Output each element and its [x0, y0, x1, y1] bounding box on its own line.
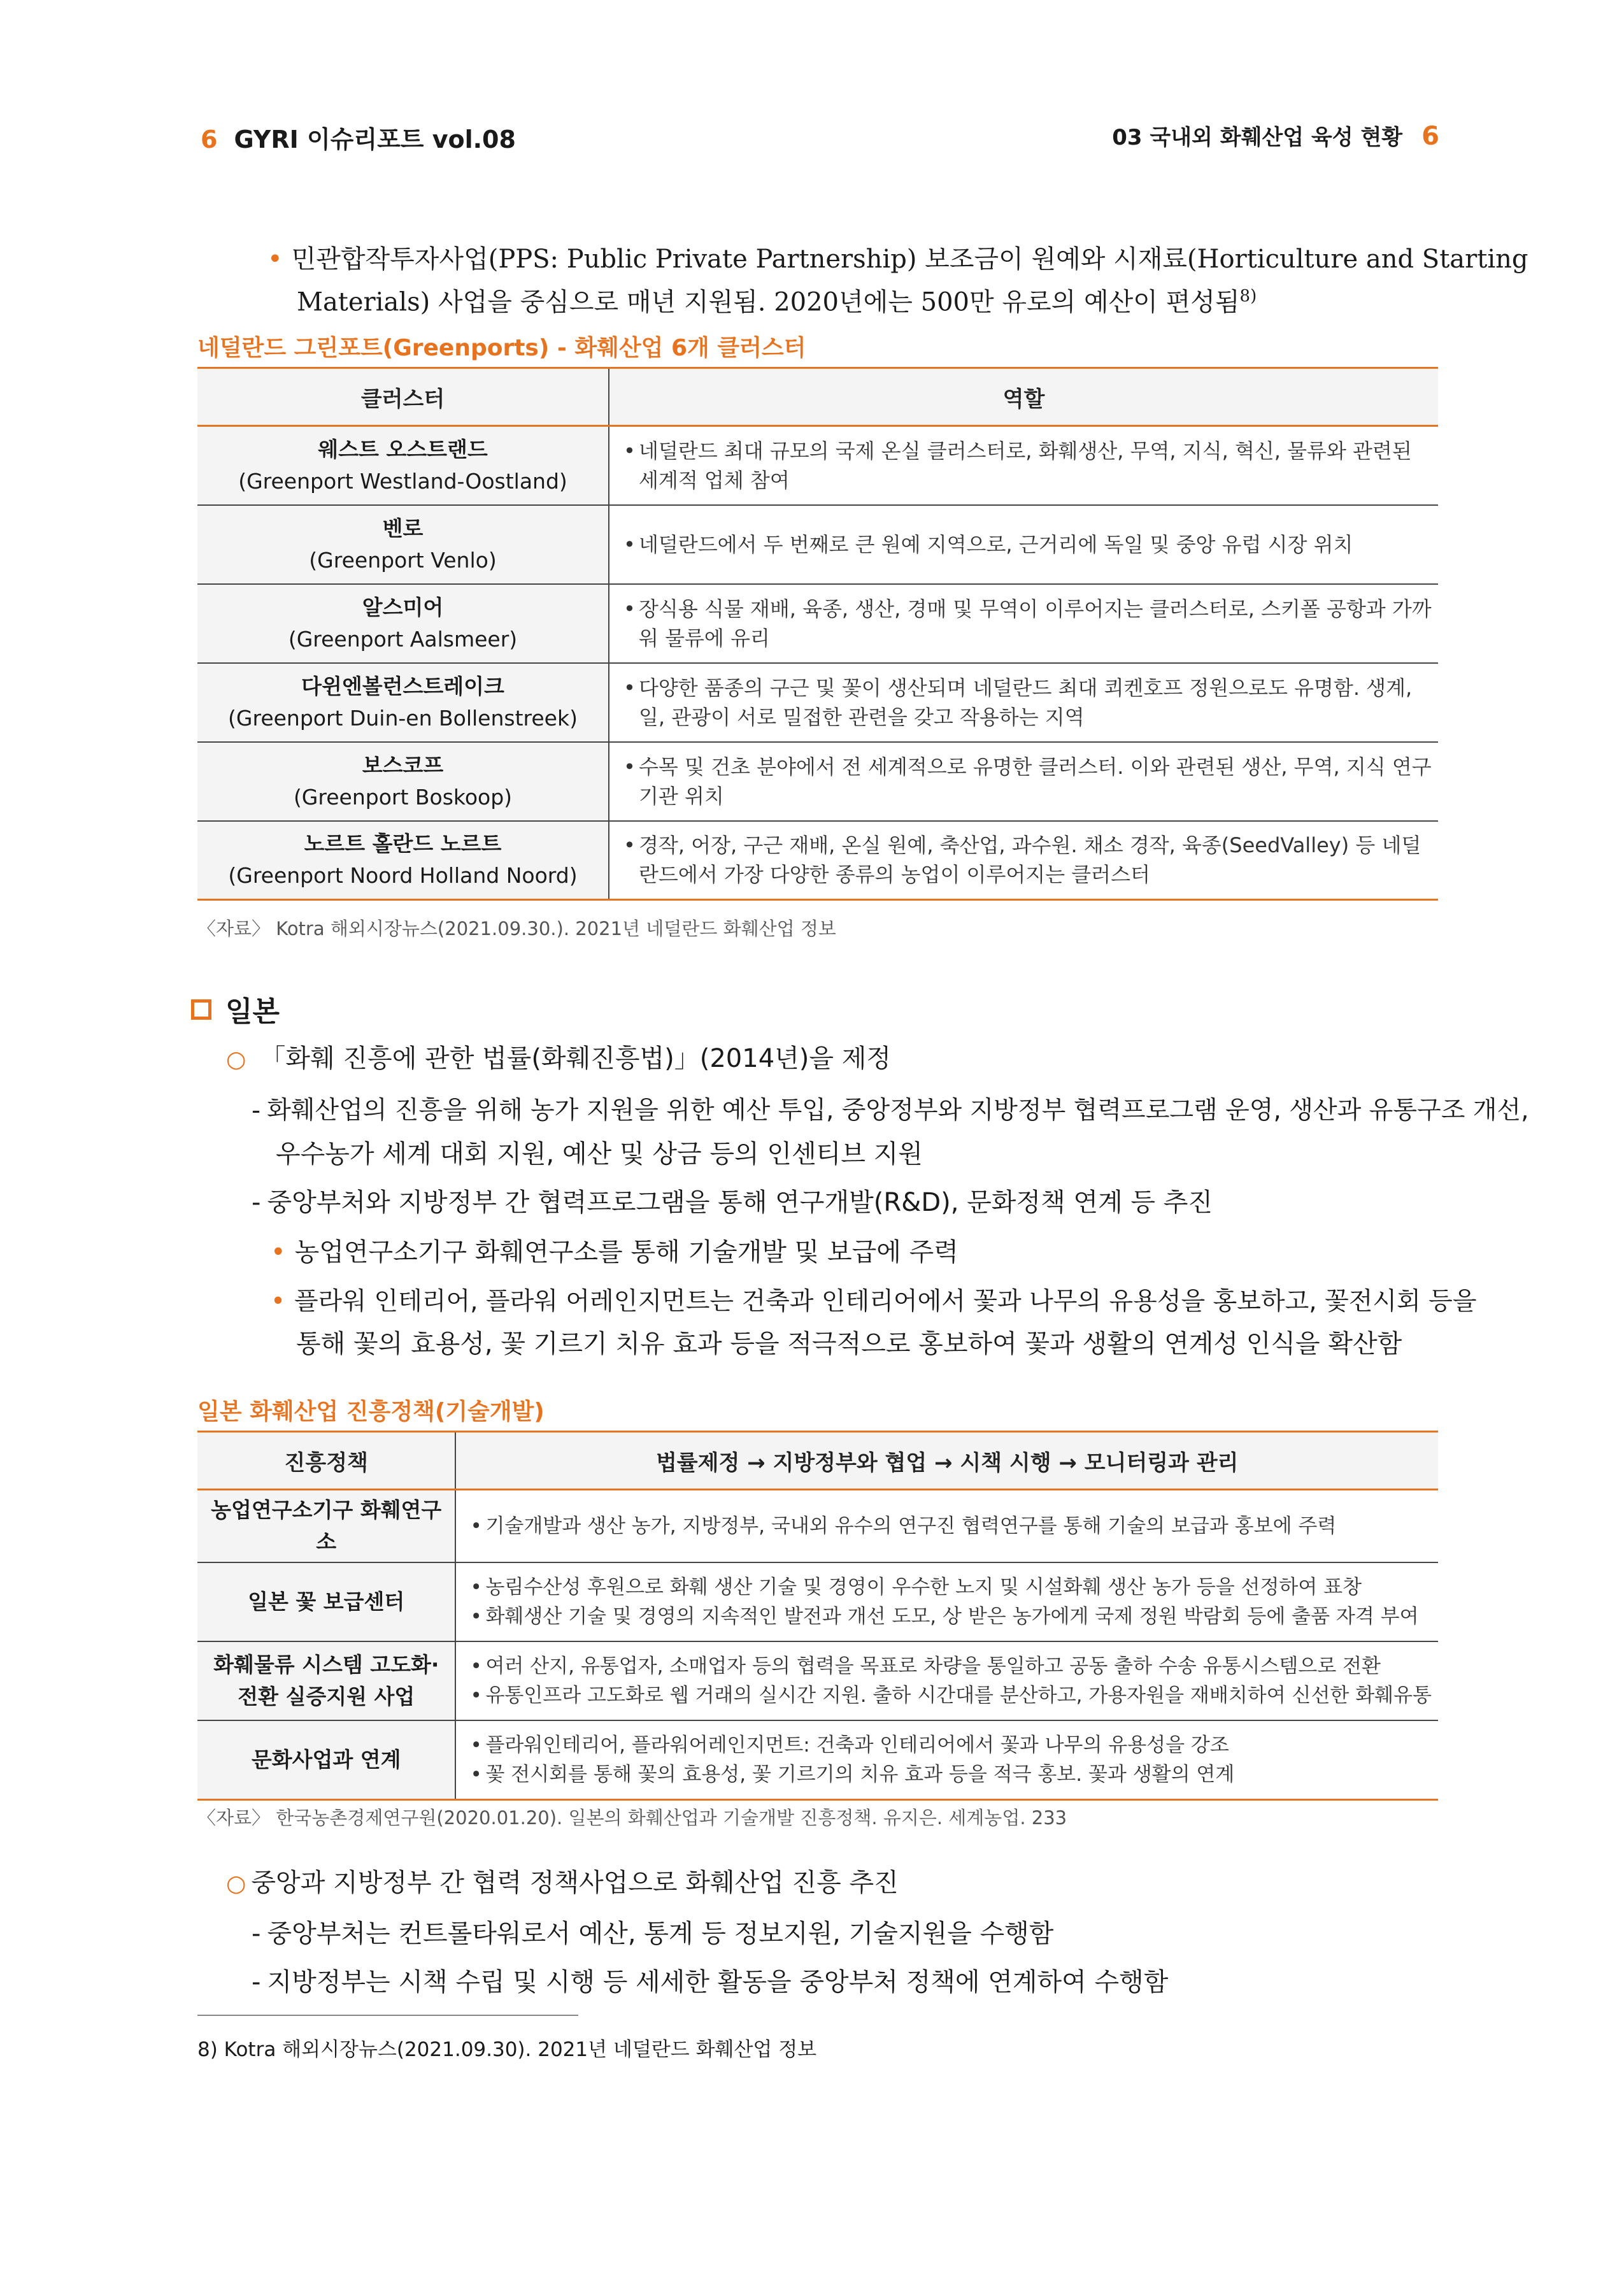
role-text: • 수목 및 건초 분야에서 전 세계적으로 유명한 클러스터. 이와 관련된 생산, 무역, 지식 연구기관 위치: [623, 752, 1432, 811]
list-item: [252, 1182, 1213, 1218]
column-header: 법률제정 → 지방정부와 협업 → 시책 시행 → 모니터링과 관리: [455, 1432, 1438, 1490]
bullet-icon: •: [271, 1287, 286, 1316]
policy-item: • 유통인프라 고도화로 웹 거래의 실시간 지원. 출하 시간대를 분산하고, 가용자원을 재배치하여 신선한 화훼유통: [470, 1681, 1432, 1710]
item-text: 지방정부는 시책 수립 및 시행 등 세세한 활동을 중앙부처 정책에 연계하여 수행함: [267, 1968, 1169, 1997]
list-item: [271, 1282, 1477, 1317]
table-row: [197, 426, 1438, 505]
japan-policy-table: [197, 1432, 1438, 1801]
footnote: 8) Kotra 해외시장뉴스(2021.09.30). 2021년 네덜란드 화훼산업 정보: [197, 2038, 817, 2061]
table-row: [197, 584, 1438, 663]
item-text: 「화훼 진흥에 관한 법률(화훼진흥법)」(2014년)을 제정: [260, 1044, 892, 1073]
cluster-name-en: (Greenport Duin-en Bollenstreek): [228, 705, 578, 731]
policy-cell: [455, 1641, 1438, 1720]
cluster-name-en: (Greenport Noord Holland Noord): [228, 863, 578, 889]
table-header-row: [197, 369, 1438, 426]
table-row: [197, 1490, 1438, 1563]
intro-line: 민관합작투자사업(PPS: Public Private Partnership) 보조금이 원예와 시재료(Horticulture and Starting: [291, 245, 1528, 274]
cluster-name: 알스미어: [362, 594, 444, 620]
policy-name: 농업연구소기구 화훼연구소: [197, 1490, 455, 1563]
list-item: [226, 1862, 899, 1899]
table-row: [197, 505, 1438, 584]
table-source: 〈자료〉 한국농촌경제연구원(2020.01.20). 일본의 화훼산업과 기술개발 진흥정책. 유지은. 세계농업. 233: [197, 1807, 1067, 1829]
policy-item: • 화훼생산 기술 및 경영의 지속적인 발전과 개선 도모, 상 받은 농가에게 국제 정원 박람회 등에 출품 자격 부여: [470, 1602, 1432, 1631]
list-item: [252, 1913, 1053, 1950]
section-heading: [191, 989, 280, 1029]
cluster-name-en: (Greenport Aalsmeer): [288, 626, 518, 652]
cluster-name-en: (Greenport Venlo): [309, 547, 497, 573]
policy-item: • 꽃 전시회를 통해 꽃의 효용성, 꽃 기르기의 치유 효과 등을 적극 홍보. 꽃과 생활의 연계: [470, 1760, 1432, 1789]
role-text: • 경작, 어장, 구근 재배, 온실 원예, 축산업, 과수원. 채소 경작, 육종(SeedValley) 등 네덜란드에서 가장 다양한 종류의 농업이 이루어지는 클러스터: [623, 831, 1432, 889]
policy-item: • 여러 산지, 유통업자, 소매업자 등의 협력을 목표로 차량을 통일하고 공동 출하 수송 유통시스템으로 전환: [470, 1652, 1432, 1681]
footnote-divider: [197, 2015, 578, 2016]
table-row: [197, 1641, 1438, 1720]
list-item-continued: 우수농가 세계 대회 지원, 예산 및 상금 등의 인센티브 지원: [276, 1139, 923, 1169]
cluster-cell: [197, 584, 609, 663]
list-item-continued: 통해 꽃의 효용성, 꽃 기르기 치유 효과 등을 적극적으로 홍보하여 꽃과 생활의 연계성 인식을 확산함: [296, 1329, 1402, 1359]
section-title: 일본: [225, 996, 280, 1028]
cluster-cell: [197, 742, 609, 821]
footnote-ref: 8): [1239, 287, 1257, 306]
list-item: [252, 1962, 1168, 1998]
report-title: GYRI 이슈리포트 vol.08: [234, 125, 516, 154]
square-bullet-icon: [191, 999, 211, 1020]
policy-cell: [455, 1720, 1438, 1799]
intro-paragraph: [267, 241, 1528, 320]
chapter-title: 03 국내외 화훼산업 육성 현황: [1112, 125, 1403, 150]
circle-bullet-icon: ○: [226, 1046, 246, 1073]
role-cell: [609, 426, 1438, 505]
item-text: 중앙부처는 컨트롤타워로서 예산, 통계 등 정보지원, 기술지원을 수행함: [267, 1919, 1054, 1948]
greenports-table: [197, 369, 1438, 901]
item-text: 중앙부처와 지방정부 간 협력프로그램을 통해 연구개발(R&D), 문화정책 연계 등 추진: [267, 1188, 1213, 1217]
cluster-cell: [197, 663, 609, 742]
bullet-icon: •: [267, 245, 283, 274]
cluster-cell: [197, 505, 609, 584]
cluster-name-en: (Greenport Boskoop): [293, 784, 513, 810]
role-text: • 장식용 식물 재배, 육종, 생산, 경매 및 무역이 이루어지는 클러스터로, 스키폴 공항과 가까워 물류에 유리: [623, 594, 1432, 653]
policy-name: 문화사업과 연계: [197, 1720, 455, 1799]
role-cell: [609, 505, 1438, 584]
role-cell: [609, 663, 1438, 742]
policy-cell: [455, 1562, 1438, 1641]
policy-item: • 플라워인테리어, 플라워어레인지먼트: 건축과 인테리어에서 꽃과 나무의 유용성을 강조: [470, 1731, 1432, 1760]
role-cell: [609, 742, 1438, 821]
cluster-name: 보스코프: [362, 752, 444, 778]
dash-bullet-icon: -: [252, 1919, 261, 1948]
intro-line: Materials) 사업을 중심으로 매년 지원됨. 2020년에는 500만 유로의 예산이 편성됨: [297, 287, 1240, 317]
policy-item: • 농림수산성 후원으로 화훼 생산 기술 및 경영이 우수한 노지 및 시설화훼 생산 농가 등을 선정하여 표창: [470, 1573, 1432, 1602]
running-header-left: [201, 120, 516, 155]
list-item: [226, 1038, 891, 1075]
role-text: • 다양한 품종의 구근 및 꽃이 생산되며 네덜란드 최대 쾨켄호프 정원으로도 유명함. 생계, 일, 관광이 서로 밀접한 관련을 갖고 작용하는 지역: [623, 673, 1432, 732]
circle-bullet-icon: ○: [226, 1871, 246, 1897]
page-number: 6: [1421, 122, 1439, 151]
role-text: • 네덜란드 최대 규모의 국제 온실 클러스터로, 화훼생산, 무역, 지식, 혁신, 물류와 관련된 세계적 업체 참여: [623, 436, 1432, 495]
list-item: [271, 1232, 958, 1268]
table-row: [197, 663, 1438, 742]
policy-name: 일본 꽃 보급센터: [197, 1562, 455, 1641]
dash-bullet-icon: -: [252, 1968, 261, 1997]
role-cell: [609, 821, 1438, 900]
running-header-right: [1112, 120, 1439, 151]
table-source: 〈자료〉 Kotra 해외시장뉴스(2021.09.30.). 2021년 네덜란드 화훼산업 정보: [197, 918, 836, 939]
item-text: 중앙과 지방정부 간 협력 정책사업으로 화훼산업 진흥 추진: [251, 1868, 899, 1897]
cluster-cell: [197, 426, 609, 505]
table-row: [197, 1720, 1438, 1799]
role-text: • 네덜란드에서 두 번째로 큰 원예 지역으로, 근거리에 독일 및 중앙 유럽 시장 위치: [623, 530, 1432, 559]
list-item: [252, 1090, 1529, 1126]
table-caption: 일본 화훼산업 진흥정책(기술개발): [197, 1399, 545, 1425]
dash-bullet-icon: -: [252, 1188, 261, 1217]
item-text: 플라워 인테리어, 플라워 어레인지먼트는 건축과 인테리어에서 꽃과 나무의 유용성을 홍보하고, 꽃전시회 등을: [294, 1287, 1477, 1316]
role-cell: [609, 584, 1438, 663]
policy-name: 화훼물류 시스템 고도화·전환 실증지원 사업: [197, 1641, 455, 1720]
item-text: 농업연구소기구 화훼연구소를 통해 기술개발 및 보급에 주력: [294, 1238, 958, 1267]
bullet-icon: •: [271, 1238, 286, 1267]
page-number: 6: [201, 125, 218, 154]
cluster-name: 벤로: [382, 515, 424, 541]
cluster-name: 노르트 홀란드 노르트: [304, 831, 502, 857]
column-header: 역할: [609, 369, 1438, 426]
table-row: [197, 821, 1438, 900]
item-text: 화훼산업의 진흥을 위해 농가 지원을 위한 예산 투입, 중앙정부와 지방정부 협력프로그램 운영, 생산과 유통구조 개선,: [267, 1096, 1529, 1125]
cluster-name: 웨스트 오스트랜드: [318, 436, 488, 462]
cluster-name: 다윈엔볼런스트레이크: [301, 673, 504, 699]
dash-bullet-icon: -: [252, 1096, 261, 1125]
cluster-cell: [197, 821, 609, 900]
table-row: [197, 742, 1438, 821]
column-header: 클러스터: [197, 369, 609, 426]
policy-cell: [455, 1490, 1438, 1563]
policy-item: • 기술개발과 생산 농가, 지방정부, 국내외 유수의 연구진 협력연구를 통해 기술의 보급과 홍보에 주력: [470, 1511, 1432, 1541]
table-header-row: [197, 1432, 1438, 1490]
table-row: [197, 1562, 1438, 1641]
cluster-name-en: (Greenport Westland-Oostland): [238, 468, 567, 494]
column-header: 진흥정책: [197, 1432, 455, 1490]
table-caption: 네덜란드 그린포트(Greenports) - 화훼산업 6개 클러스터: [197, 335, 806, 361]
